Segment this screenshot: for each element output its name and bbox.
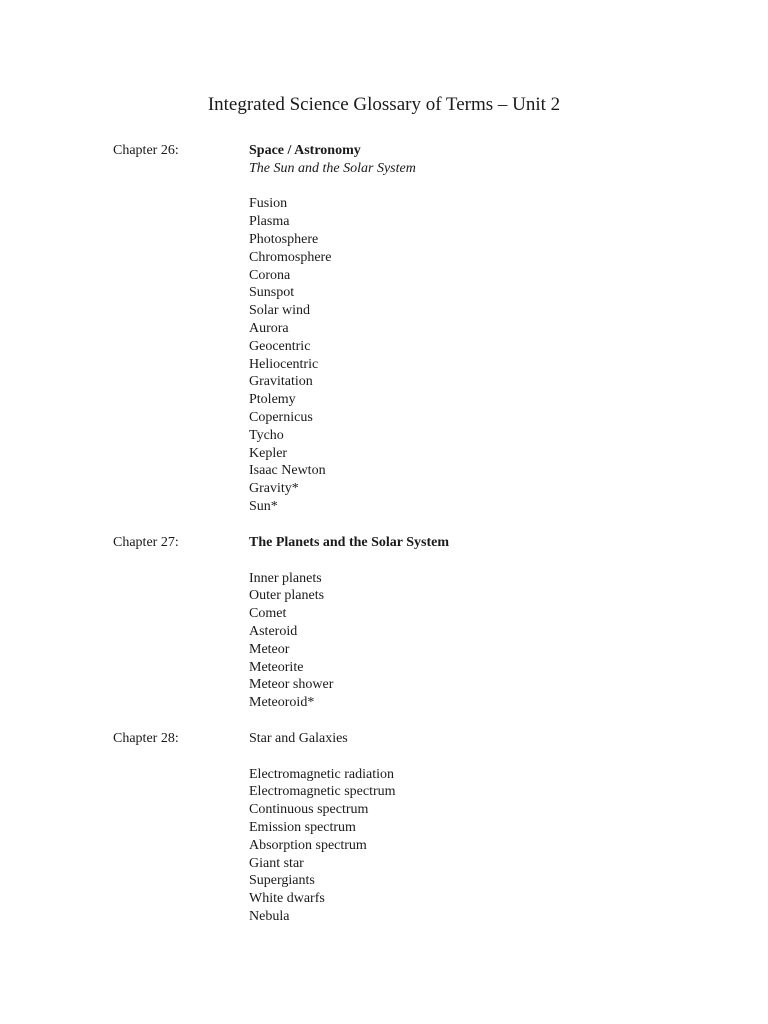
term: Photosphere [249,231,319,247]
chapter-26-subheading: The Sun and the Solar System [249,160,416,176]
term: Giant star [249,855,304,871]
chapter-27-heading: The Planets and the Solar System [249,535,450,550]
term: Emission spectrum [249,819,356,835]
chapter-26-label: Chapter 26: [113,143,179,158]
term: Outer planets [249,588,325,604]
term: Gravitation [249,374,313,390]
term: Meteorite [249,659,304,675]
term: Isaac Newton [249,463,326,479]
term: Tycho [249,427,284,443]
term: White dwarfs [249,891,325,907]
term: Nebula [249,908,290,924]
chapter-26-section [249,142,416,516]
term: Asteroid [249,623,298,639]
chapter-27-label: Chapter 27: [113,535,179,550]
chapter-28-term-list [249,766,396,926]
term: Copernicus [249,409,313,425]
chapter-26-term-list [249,195,416,515]
term: Solar wind [249,303,311,319]
term: Supergiants [249,873,315,889]
chapter-26-heading: Space / Astronomy [249,143,361,158]
term: Ptolemy [249,392,296,408]
term: Comet [249,606,287,622]
term: Plasma [249,214,290,230]
term: Continuous spectrum [249,802,369,818]
term: Chromosphere [249,249,332,265]
term: Sunspot [249,285,295,301]
term: Heliocentric [249,356,319,372]
term: Meteoroid* [249,695,315,711]
term: Aurora [249,320,289,336]
document-title: Integrated Science Glossary of Terms – Unit 2 [207,94,561,115]
term: Inner planets [249,570,322,586]
term: Kepler [249,445,288,461]
chapter-28-heading: Star and Galaxies [249,731,348,746]
term: Fusion [249,196,288,212]
term: Electromagnetic spectrum [249,784,396,800]
term: Meteor shower [249,677,334,693]
term: Corona [249,267,291,283]
chapter-27-term-list [249,570,449,712]
chapter-28-section [249,730,396,926]
term: Electromagnetic radiation [249,766,394,782]
term: Absorption spectrum [249,837,367,853]
chapter-28-label: Chapter 28: [113,731,179,746]
term: Geocentric [249,338,311,354]
chapter-27-section [249,534,449,712]
term: Gravity* [249,481,299,497]
term: Sun* [249,498,278,514]
term: Meteor [249,641,290,657]
